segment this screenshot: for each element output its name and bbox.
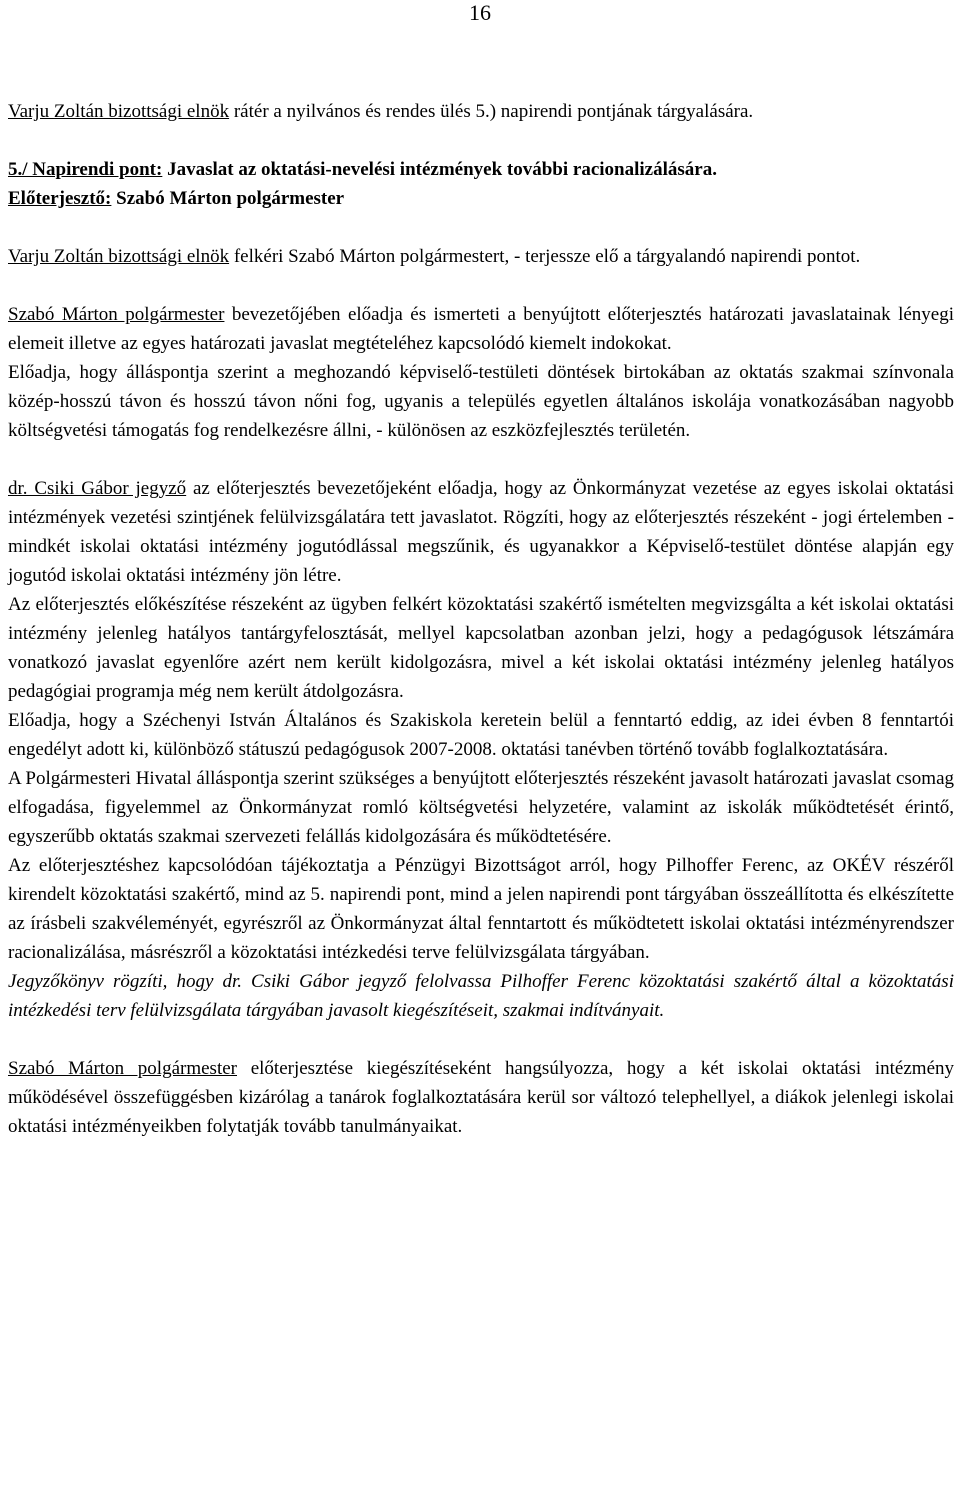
agenda-item-title: Javaslat az oktatási-nevelési intézmények további racionalizálására. — [162, 159, 717, 180]
speaker-name: Varju Zoltán bizottsági elnök — [8, 101, 230, 122]
paragraph-request — [8, 242, 954, 271]
paragraph-expert-review: Az előterjesztés előkészítése részeként az ügyben felkért közoktatási szakértő ismételten megvizsgálta a két iskolai oktatási intézmény jelenleg hatályos tantárgyfelosztását, mellyel kapcsolatban azonban jelzi, hogy a pedagógusok létszámára vonatkozó javaslat egyenlőre azért nem került kidolgozásra, mivel a két iskolai oktatási intézmény jelenleg hatályos pedagógiai programja még nem került átdolgozásra. — [8, 594, 954, 702]
paragraph-permits: Előadja, hogy a Széchenyi István Általános és Szakiskola keretein belül a fenntartó eddig, az idei évben 8 fenntartói engedélyt adott ki, különböző státuszú pedagógusok 2007-2008. oktatási tanévben történő tovább foglalkoztatására. — [8, 710, 954, 760]
document-body — [8, 97, 954, 1141]
presenter-line — [8, 184, 954, 213]
paragraph-mayor-intro — [8, 300, 954, 358]
speaker-name: Szabó Márton polgármester — [8, 1058, 237, 1079]
agenda-item-heading — [8, 155, 954, 184]
paragraph-text: bevezetőjében előadja és ismerteti a benyújtott előterjesztés határozati javaslatainak lényegi elemeit illetve az egyes határozati javaslat megtételéhez kapcsolódó kiemelt indokokat. — [8, 304, 954, 354]
spacer — [8, 126, 954, 155]
paragraph-text: előterjesztése kiegészítéseként hangsúlyozza, hogy a két iskolai oktatási intézmény működésével összefüggésben kizárólag a tanárok foglalkoztatására kerül sor változó telephellyel, a diákok jelenlegi iskolai oktatási intézményeikben folytatják tovább tanulmányaikat. — [8, 1058, 954, 1137]
spacer — [8, 213, 954, 242]
paragraph-mayor-opinion: Előadja, hogy álláspontja szerint a meghozandó képviselő-testületi döntések birtokában az oktatás szakmai színvonala közép-hosszú távon és hosszú távon nőni fog, ugyanis a település egyetlen általános iskolája vonatkozásában nagyobb költségvetési támogatás fog rendelkezésre állni, - különösen az eszközfejlesztés területén. — [8, 362, 954, 441]
spacer — [8, 271, 954, 300]
speaker-name: Varju Zoltán bizottsági elnök — [8, 246, 230, 267]
paragraph-mayor-supplement — [8, 1054, 954, 1141]
presenter-name: Szabó Márton polgármester — [111, 188, 345, 209]
paragraph-notary-intro — [8, 474, 954, 590]
agenda-item-label: 5./ Napirendi pont: — [8, 159, 163, 180]
presenter-label: Előterjesztő: — [8, 188, 112, 209]
paragraph-office-position: A Polgármesteri Hivatal álláspontja szerint szükséges a benyújtott előterjesztés részeként javasolt határozati javaslat csomag elfogadása, figyelemmel az Önkormányzat romló költségvetési helyzetére, valamint az iskolák működtetését érintő, egyszerűbb oktatás szakmai szervezeti felállás kidolgozására és működtetésére. — [8, 768, 954, 847]
paragraph-text: rátér a nyilvános és rendes ülés 5.) napirendi pontjának tárgyalására. — [229, 101, 754, 122]
paragraph-text: felkéri Szabó Márton polgármestert, - terjessze elő a tárgyalandó napirendi pontot. — [229, 246, 861, 267]
paragraph-expert-info: Az előterjesztéshez kapcsolódóan tájékoztatja a Pénzügyi Bizottságot arról, hogy Pilhoffer Ferenc, az OKÉV részéről kirendelt közoktatási szakértő, mind az 5. napirendi pont, mind a jelen napirendi pont tárgyában összeállította és elkészítette az írásbeli szakvéleményét, egyrészről az Önkormányzat által fenntartott és működtetett iskolai oktatási intézményrendszer racionalizálása, másrészről a közoktatási intézkedési terve felülvizsgálata tárgyában. — [8, 855, 954, 963]
page-number: 16 — [469, 0, 491, 25]
paragraph-agenda-intro — [8, 97, 954, 126]
paragraph-text: az előterjesztés bevezetőjeként előadja, hogy az Önkormányzat vezetése az egyes iskolai oktatási intézmények vezetési szintjének felülvizsgálatára tett javaslatot. Rögzíti, hogy az előterjesztés részeként - jogi értelemben - mindkét iskolai oktatási intézmény jogutódlással megszűnik, és ugyanakkor a Képviselő-testület döntése alapján egy jogutód iskolai oktatási intézmény jön létre. — [8, 478, 954, 586]
spacer — [8, 445, 954, 474]
paragraph-minutes-note: Jegyzőkönyv rögzíti, hogy dr. Csiki Gábor jegyző felolvassa Pilhoffer Ferenc közoktatási szakértő által a közoktatási intézkedési terv felülvizsgálata tárgyában javasolt kiegészítéseit, szakmai indítványait. — [8, 971, 954, 1021]
speaker-name: Szabó Márton polgármester — [8, 304, 225, 325]
spacer — [8, 1025, 954, 1054]
speaker-name: dr. Csiki Gábor jegyző — [8, 478, 187, 499]
